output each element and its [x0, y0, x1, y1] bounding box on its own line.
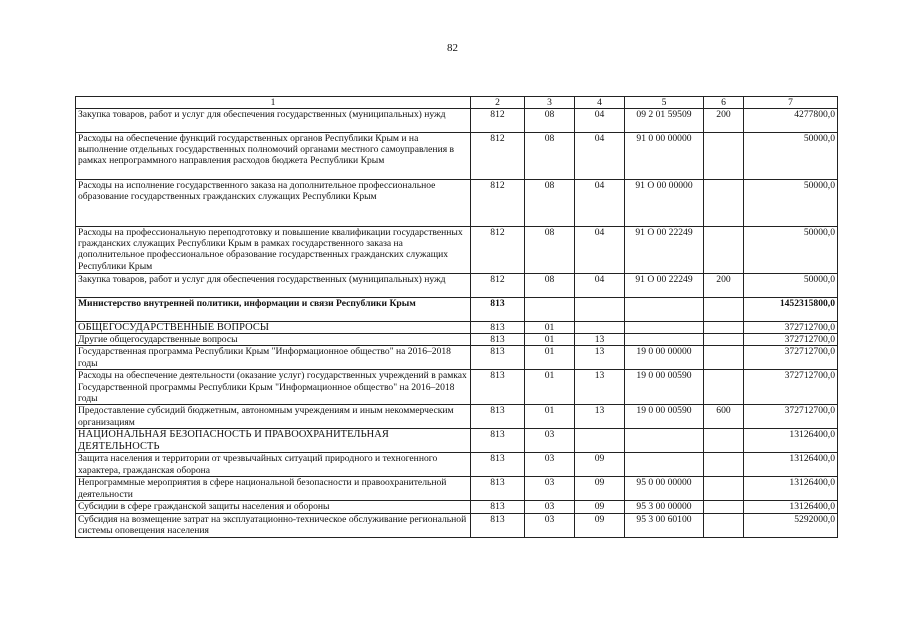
row-expense-type-cell — [704, 298, 744, 322]
row-section-cell: 08 — [525, 274, 575, 298]
row-name-cell: Расходы на профессиональную переподготовку и повышение квалификации государственных гражданских служащих Республики Крым в рамках государственного заказа на дополнительное профессиональное образование государственных гражданских служащих Республики Крым — [76, 227, 471, 274]
table-row — [76, 501, 838, 513]
row-amount-cell: 50000,0 — [744, 227, 838, 274]
row-name-cell: НАЦИОНАЛЬНАЯ БЕЗОПАСНОСТЬ И ПРАВООХРАНИТЕЛЬНАЯ ДЕЯТЕЛЬНОСТЬ — [76, 429, 471, 453]
row-expense-type-cell — [704, 513, 744, 537]
row-amount-cell: 13126400,0 — [744, 453, 838, 477]
page-number: 82 — [447, 42, 458, 54]
row-section-cell: 01 — [525, 334, 575, 346]
table-row — [76, 227, 838, 274]
table-row — [76, 322, 838, 334]
row-subsection-cell: 04 — [575, 227, 625, 274]
table-row — [76, 513, 838, 537]
row-expense-type-cell: 200 — [704, 109, 744, 133]
table-row — [76, 180, 838, 227]
row-target-cell — [625, 453, 704, 477]
table-row — [76, 405, 838, 429]
row-amount-cell: 1452315800,0 — [744, 298, 838, 322]
row-code-cell: 812 — [471, 109, 525, 133]
row-section-cell: 01 — [525, 346, 575, 370]
row-expense-type-cell: 600 — [704, 405, 744, 429]
table-row — [76, 274, 838, 298]
row-amount-cell: 372712700,0 — [744, 405, 838, 429]
row-name-cell: Расходы на исполнение государственного заказа на дополнительное профессиональное образование государственных гражданских служащих Республики Крым — [76, 180, 471, 227]
row-expense-type-cell — [704, 180, 744, 227]
row-name-cell: Предоставление субсидий бюджетным, автономным учреждениям и иным некоммерческим организациям — [76, 405, 471, 429]
row-expense-type-cell — [704, 133, 744, 180]
column-header: 4 — [575, 97, 625, 109]
row-subsection-cell: 13 — [575, 405, 625, 429]
row-code-cell: 813 — [471, 405, 525, 429]
row-subsection-cell: 04 — [575, 180, 625, 227]
table-row — [76, 346, 838, 370]
row-target-cell: 19 0 00 00590 — [625, 405, 704, 429]
row-subsection-cell — [575, 322, 625, 334]
row-subsection-cell: 13 — [575, 334, 625, 346]
row-target-cell — [625, 334, 704, 346]
row-section-cell: 01 — [525, 322, 575, 334]
row-name-cell: Закупка товаров, работ и услуг для обеспечения государственных (муниципальных) нужд — [76, 109, 471, 133]
row-amount-cell: 13126400,0 — [744, 429, 838, 453]
row-target-cell — [625, 322, 704, 334]
row-subsection-cell: 13 — [575, 370, 625, 405]
row-amount-cell: 4277800,0 — [744, 109, 838, 133]
budget-table — [75, 96, 838, 538]
row-expense-type-cell — [704, 501, 744, 513]
table-row — [76, 477, 838, 501]
row-amount-cell: 50000,0 — [744, 180, 838, 227]
column-header: 5 — [625, 97, 704, 109]
row-amount-cell: 372712700,0 — [744, 346, 838, 370]
row-subsection-cell: 13 — [575, 346, 625, 370]
row-amount-cell: 372712700,0 — [744, 334, 838, 346]
row-name-cell: Расходы на обеспечение деятельности (оказание услуг) государственных учреждений в рамках Государственной программы Республики Крым "Информационное общество" на 2016–2018 годы — [76, 370, 471, 405]
column-header: 1 — [76, 97, 471, 109]
table-row — [76, 334, 838, 346]
row-name-cell: Закупка товаров, работ и услуг для обеспечения государственных (муниципальных) нужд — [76, 274, 471, 298]
row-code-cell: 813 — [471, 453, 525, 477]
table-row — [76, 298, 838, 322]
row-amount-cell: 50000,0 — [744, 133, 838, 180]
column-header: 7 — [744, 97, 838, 109]
row-section-cell: 08 — [525, 109, 575, 133]
row-section-cell — [525, 298, 575, 322]
row-expense-type-cell — [704, 453, 744, 477]
row-subsection-cell: 04 — [575, 274, 625, 298]
row-amount-cell: 50000,0 — [744, 274, 838, 298]
column-header: 2 — [471, 97, 525, 109]
row-expense-type-cell — [704, 227, 744, 274]
row-target-cell: 09 2 01 59509 — [625, 109, 704, 133]
row-code-cell: 813 — [471, 513, 525, 537]
row-target-cell: 91 0 00 00000 — [625, 133, 704, 180]
table-row — [76, 370, 838, 405]
row-name-cell: Другие общегосударственные вопросы — [76, 334, 471, 346]
row-name-cell: Субсидии в сфере гражданской защиты населения и обороны — [76, 501, 471, 513]
row-section-cell: 08 — [525, 133, 575, 180]
row-name-cell: Государственная программа Республики Крым "Информационное общество" на 2016–2018 годы — [76, 346, 471, 370]
row-subsection-cell: 09 — [575, 477, 625, 501]
table-header-row — [76, 97, 838, 109]
row-subsection-cell — [575, 298, 625, 322]
row-target-cell — [625, 429, 704, 453]
table-row — [76, 429, 838, 453]
row-code-cell: 812 — [471, 180, 525, 227]
column-header: 6 — [704, 97, 744, 109]
row-subsection-cell: 09 — [575, 513, 625, 537]
row-subsection-cell: 04 — [575, 109, 625, 133]
row-section-cell: 03 — [525, 453, 575, 477]
row-code-cell: 813 — [471, 477, 525, 501]
row-name-cell: Субсидия на возмещение затрат на эксплуатационно-техническое обслуживание региональной системы оповещения населения — [76, 513, 471, 537]
row-subsection-cell: 04 — [575, 133, 625, 180]
row-expense-type-cell — [704, 429, 744, 453]
row-code-cell: 813 — [471, 298, 525, 322]
row-code-cell: 812 — [471, 274, 525, 298]
row-code-cell: 813 — [471, 429, 525, 453]
row-target-cell: 95 3 00 60100 — [625, 513, 704, 537]
row-target-cell: 91 О 00 00000 — [625, 180, 704, 227]
row-code-cell: 813 — [471, 370, 525, 405]
row-name-cell: Непрограммные мероприятия в сфере национальной безопасности и правоохранительной деятельности — [76, 477, 471, 501]
row-target-cell: 95 0 00 00000 — [625, 477, 704, 501]
row-amount-cell: 13126400,0 — [744, 477, 838, 501]
row-section-cell: 08 — [525, 180, 575, 227]
row-amount-cell: 13126400,0 — [744, 501, 838, 513]
column-header: 3 — [525, 97, 575, 109]
row-amount-cell: 372712700,0 — [744, 322, 838, 334]
row-subsection-cell: 09 — [575, 501, 625, 513]
row-section-cell: 03 — [525, 477, 575, 501]
row-target-cell — [625, 298, 704, 322]
row-section-cell: 03 — [525, 501, 575, 513]
row-target-cell: 95 3 00 00000 — [625, 501, 704, 513]
row-code-cell: 812 — [471, 227, 525, 274]
row-expense-type-cell — [704, 322, 744, 334]
row-amount-cell: 372712700,0 — [744, 370, 838, 405]
row-target-cell: 91 О 00 22249 — [625, 227, 704, 274]
row-code-cell: 813 — [471, 501, 525, 513]
row-code-cell: 813 — [471, 334, 525, 346]
row-section-cell: 01 — [525, 370, 575, 405]
table-row — [76, 453, 838, 477]
row-section-cell: 03 — [525, 513, 575, 537]
row-amount-cell: 5292000,0 — [744, 513, 838, 537]
row-section-cell: 03 — [525, 429, 575, 453]
row-subsection-cell: 09 — [575, 453, 625, 477]
row-target-cell: 19 0 00 00000 — [625, 346, 704, 370]
row-code-cell: 812 — [471, 133, 525, 180]
row-expense-type-cell: 200 — [704, 274, 744, 298]
row-name-cell: Расходы на обеспечение функций государственных органов Республики Крым и на выполнение отдельных государственных полномочий органами местного самоуправления в рамках непрограммного направления расходов бюджета Республики Крым — [76, 133, 471, 180]
row-expense-type-cell — [704, 346, 744, 370]
row-name-cell: Министерство внутренней политики, информации и связи Республики Крым — [76, 298, 471, 322]
row-code-cell: 813 — [471, 322, 525, 334]
row-section-cell: 08 — [525, 227, 575, 274]
row-code-cell: 813 — [471, 346, 525, 370]
row-expense-type-cell — [704, 477, 744, 501]
row-subsection-cell — [575, 429, 625, 453]
row-name-cell: Защита населения и территории от чрезвычайных ситуаций природного и техногенного характера, гражданская оборона — [76, 453, 471, 477]
table-row — [76, 109, 838, 133]
row-expense-type-cell — [704, 370, 744, 405]
row-target-cell: 91 О 00 22249 — [625, 274, 704, 298]
row-name-cell: ОБЩЕГОСУДАРСТВЕННЫЕ ВОПРОСЫ — [76, 322, 471, 334]
row-expense-type-cell — [704, 334, 744, 346]
row-section-cell: 01 — [525, 405, 575, 429]
row-target-cell: 19 0 00 00590 — [625, 370, 704, 405]
table-row — [76, 133, 838, 180]
